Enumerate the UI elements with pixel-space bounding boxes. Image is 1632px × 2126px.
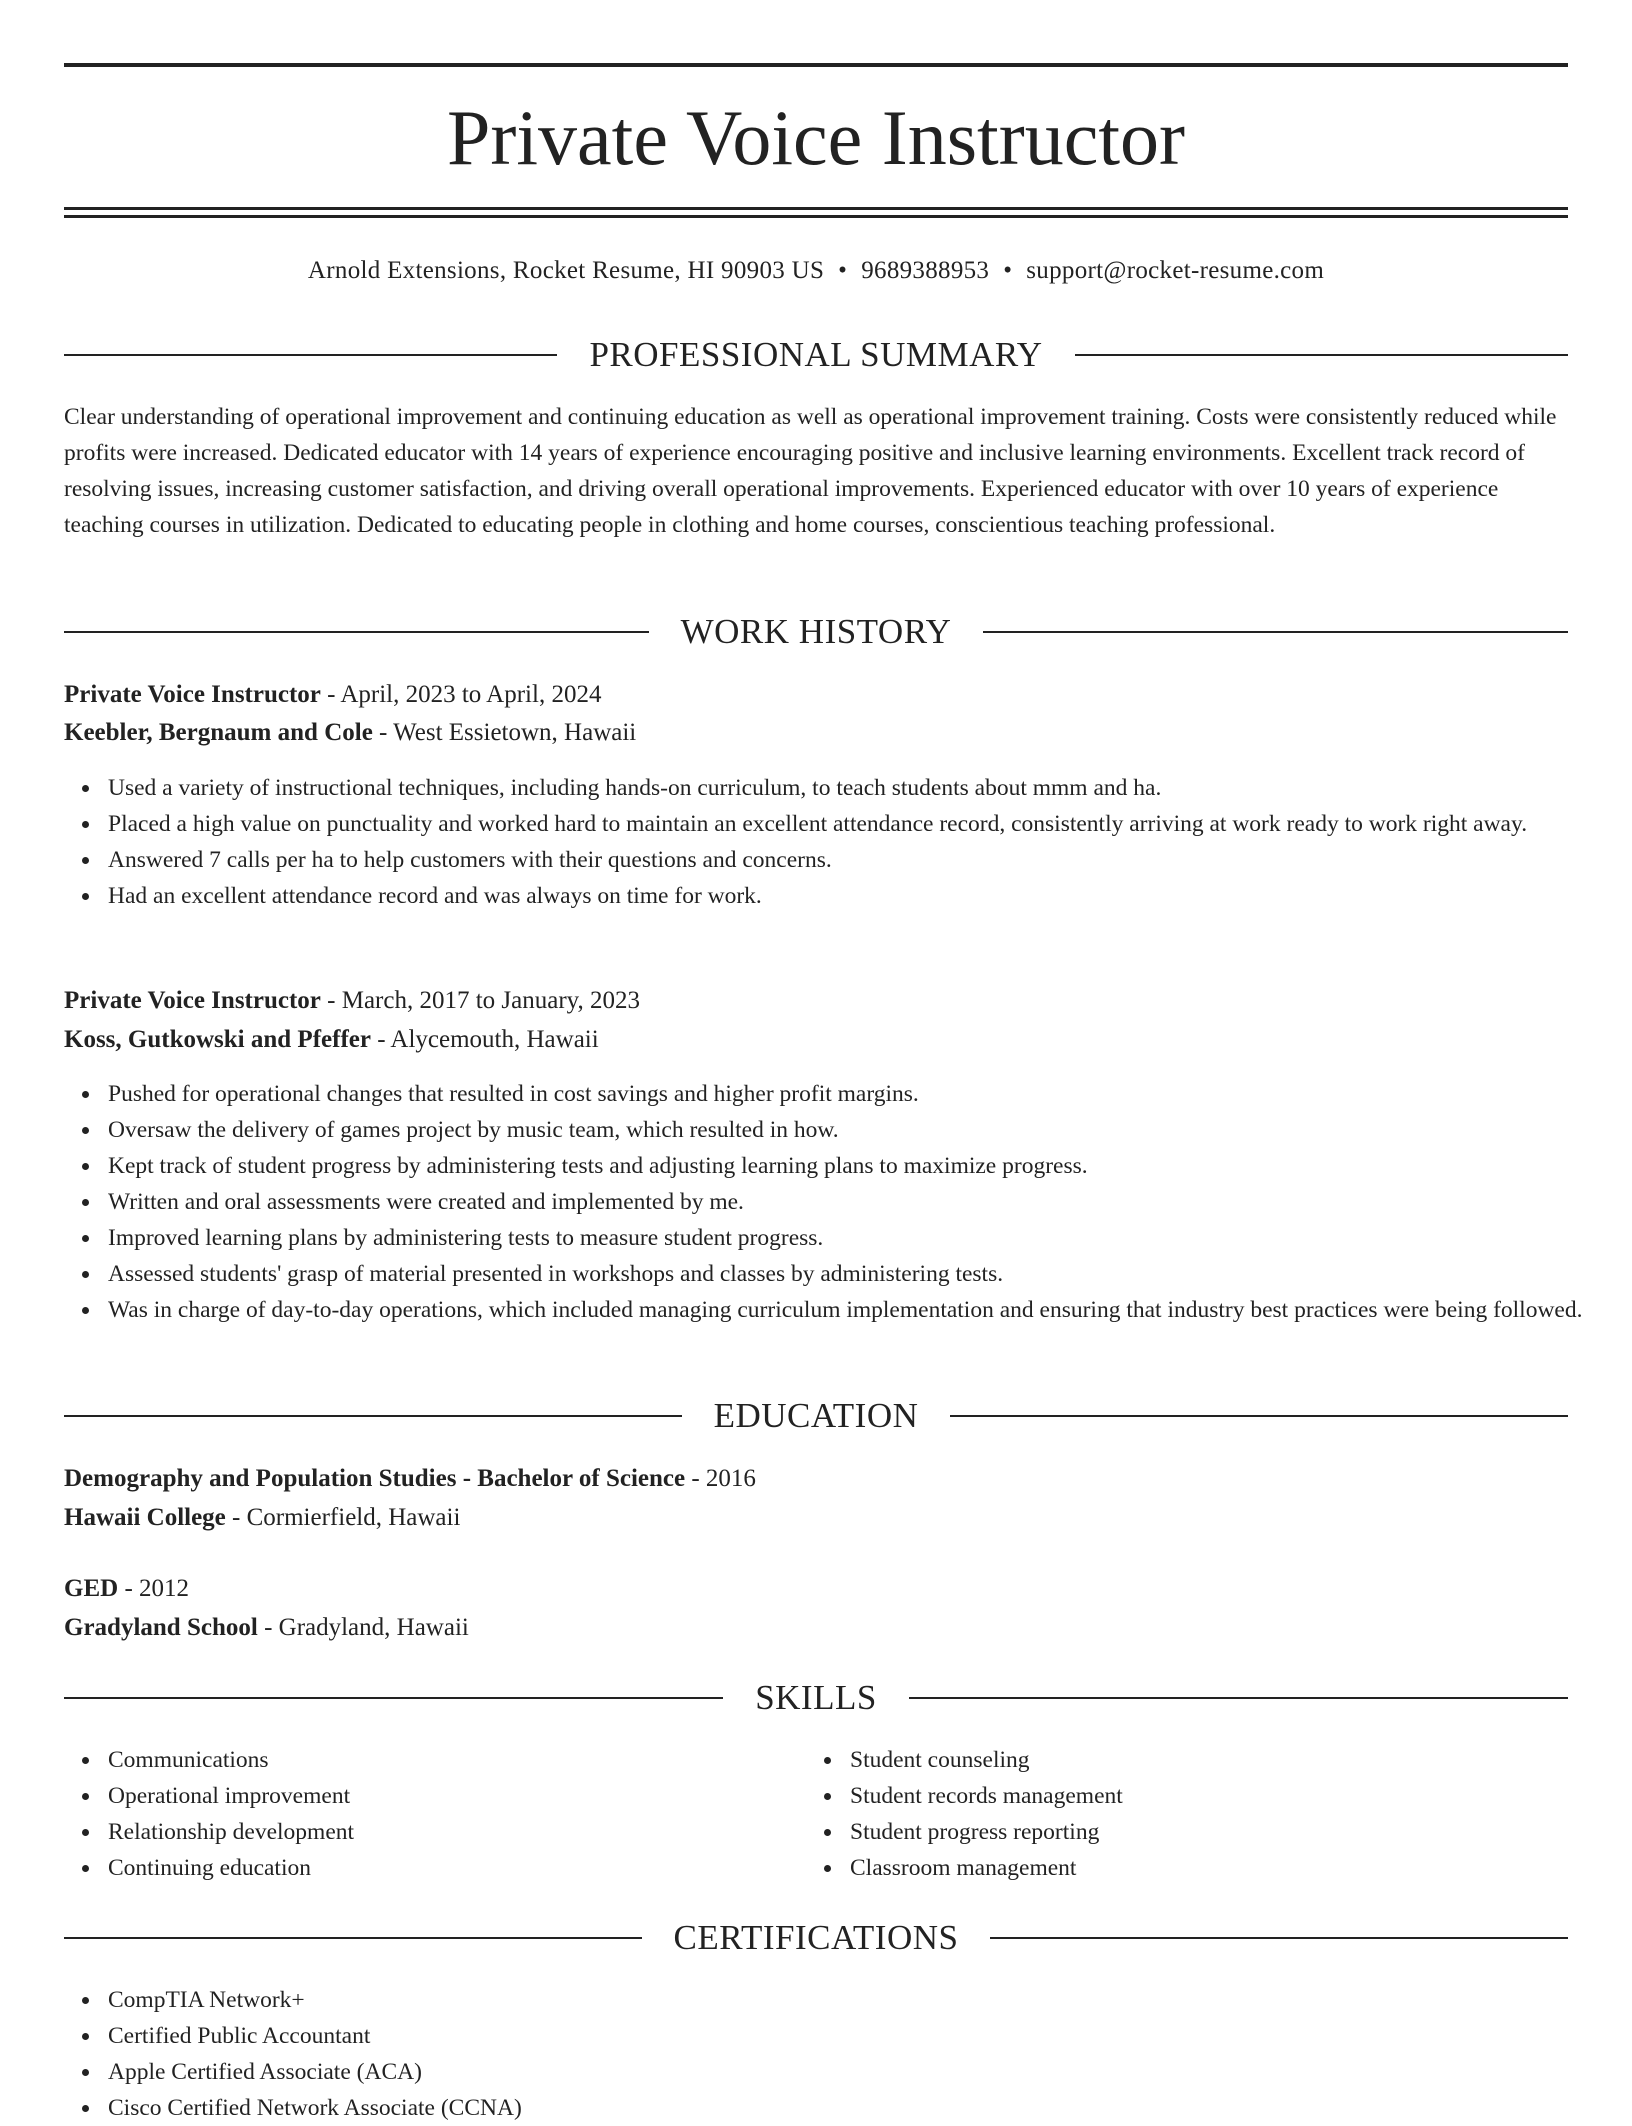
job-dates: - March, 2017 to January, 2023 (320, 987, 641, 1014)
header-bottom-rule-inner (64, 215, 1568, 218)
list-item: Improved learning plans by administering tests to measure student progress. (108, 1220, 1612, 1256)
education-school-line (64, 1610, 469, 1646)
heading-rule (64, 1415, 682, 1417)
job-title-line (64, 983, 640, 1019)
job-location: - West Essietown, Hawaii (372, 719, 637, 746)
contact-line (64, 253, 1568, 289)
heading-rule (64, 1937, 642, 1939)
job-bullet-list (64, 1076, 1612, 1328)
skills-list-right (806, 1742, 1632, 1886)
job-company: Keebler, Bergnaum and Cole (64, 719, 373, 746)
list-item: Placed a high value on punctuality and worked hard to maintain an excellent attendance record, consistently arriving at work ready to work right away. (108, 806, 1612, 842)
contact-email[interactable]: support@rocket-resume.com (1026, 257, 1325, 284)
list-item: Had an excellent attendance record and was always on time for work. (108, 878, 1612, 914)
education-degree: Demography and Population Studies - Bachelor of Science (64, 1465, 686, 1492)
heading-rule (950, 1415, 1568, 1417)
education-location: - Gradyland, Hawaii (257, 1614, 469, 1641)
resume-title: Private Voice Instructor (447, 94, 1185, 181)
section-heading-skills (64, 1676, 1568, 1720)
certification-item: Certified Public Accountant (108, 2018, 1612, 2054)
job-company-line (64, 715, 636, 751)
section-heading-work-history (64, 610, 1568, 654)
list-item: Kept track of student progress by administering tests and adjusting learning plans to maximize progress. (108, 1148, 1612, 1184)
certification-item: Apple Certified Associate (ACA) (108, 2054, 1612, 2090)
job-title: Private Voice Instructor (64, 681, 321, 708)
education-degree: GED (64, 1575, 119, 1602)
header-top-rule (64, 63, 1568, 67)
education-school: Hawaii College (64, 1504, 226, 1531)
education-location: - Cormierfield, Hawaii (225, 1504, 461, 1531)
list-item: Used a variety of instructional techniques, including hands-on curriculum, to teach students about mmm and ha. (108, 770, 1612, 806)
skill-item: Student records management (850, 1778, 1632, 1814)
list-item: Written and oral assessments were created and implemented by me. (108, 1184, 1612, 1220)
education-degree-line (64, 1461, 756, 1497)
contact-phone: 9689388953 (861, 257, 990, 284)
header-bottom-rule (64, 207, 1568, 210)
job-company-line (64, 1022, 599, 1058)
section-heading-education (64, 1394, 1568, 1438)
section-title: CERTIFICATIONS (673, 1918, 959, 1957)
list-item: Pushed for operational changes that resulted in cost savings and higher profit margins. (108, 1076, 1612, 1112)
section-title: SKILLS (755, 1678, 877, 1717)
education-year: - 2012 (118, 1575, 190, 1602)
skill-item: Relationship development (108, 1814, 1612, 1850)
job-title: Private Voice Instructor (64, 987, 321, 1014)
education-degree-line (64, 1571, 189, 1607)
education-year: - 2016 (685, 1465, 756, 1492)
heading-rule (1075, 354, 1568, 356)
heading-rule (64, 631, 649, 633)
list-item: Was in charge of day-to-day operations, which included managing curriculum implementation and ensuring that industry best practices were being followed. (108, 1292, 1612, 1328)
contact-separator: • (838, 257, 848, 284)
section-heading-certifications (64, 1916, 1568, 1960)
education-school-line (64, 1500, 460, 1536)
section-title: PROFESSIONAL SUMMARY (589, 335, 1043, 374)
heading-rule (64, 1697, 723, 1699)
contact-address: Arnold Extensions, Rocket Resume, HI 90903 US (307, 257, 825, 284)
skill-item: Student counseling (850, 1742, 1632, 1778)
section-title: EDUCATION (713, 1396, 919, 1435)
contact-separator: • (1003, 257, 1013, 284)
section-heading-summary (64, 333, 1568, 377)
heading-rule (909, 1697, 1568, 1699)
certifications-list (64, 1982, 1612, 2126)
list-item: Answered 7 calls per ha to help customers with their questions and concerns. (108, 842, 1612, 878)
job-dates: - April, 2023 to April, 2024 (320, 681, 602, 708)
job-location: - Alycemouth, Hawaii (370, 1026, 599, 1053)
skill-item: Classroom management (850, 1850, 1632, 1886)
list-item: Assessed students' grasp of material presented in workshops and classes by administering tests. (108, 1256, 1612, 1292)
skill-item: Continuing education (108, 1850, 1612, 1886)
job-bullet-list (64, 770, 1612, 914)
heading-rule (983, 631, 1568, 633)
certification-item: CompTIA Network+ (108, 1982, 1612, 2018)
education-school: Gradyland School (64, 1614, 258, 1641)
skill-item: Student progress reporting (850, 1814, 1632, 1850)
section-title: WORK HISTORY (680, 612, 952, 651)
list-item: Oversaw the delivery of games project by music team, which resulted in how. (108, 1112, 1612, 1148)
heading-rule (990, 1937, 1568, 1939)
certification-item: Cisco Certified Network Associate (CCNA) (108, 2090, 1612, 2126)
summary-text: Clear understanding of operational improvement and continuing education as well as operational improvement training. Costs were consistently reduced while profits were increased. Dedicated educator with 14 years of experience encouraging positive and inclusive learning environments. Excellent track record of resolving issues, increasing customer satisfaction, and driving overall operational improvements. Experienced educator with over 10 years of experience teaching courses in utilization. Dedicated to educating people in clothing and home courses, conscientious teaching professional. (64, 404, 1557, 538)
skill-item: Communications (108, 1742, 1612, 1778)
skill-item: Operational improvement (108, 1778, 1612, 1814)
job-company: Koss, Gutkowski and Pfeffer (64, 1026, 371, 1053)
job-title-line (64, 677, 601, 713)
heading-rule (64, 354, 557, 356)
